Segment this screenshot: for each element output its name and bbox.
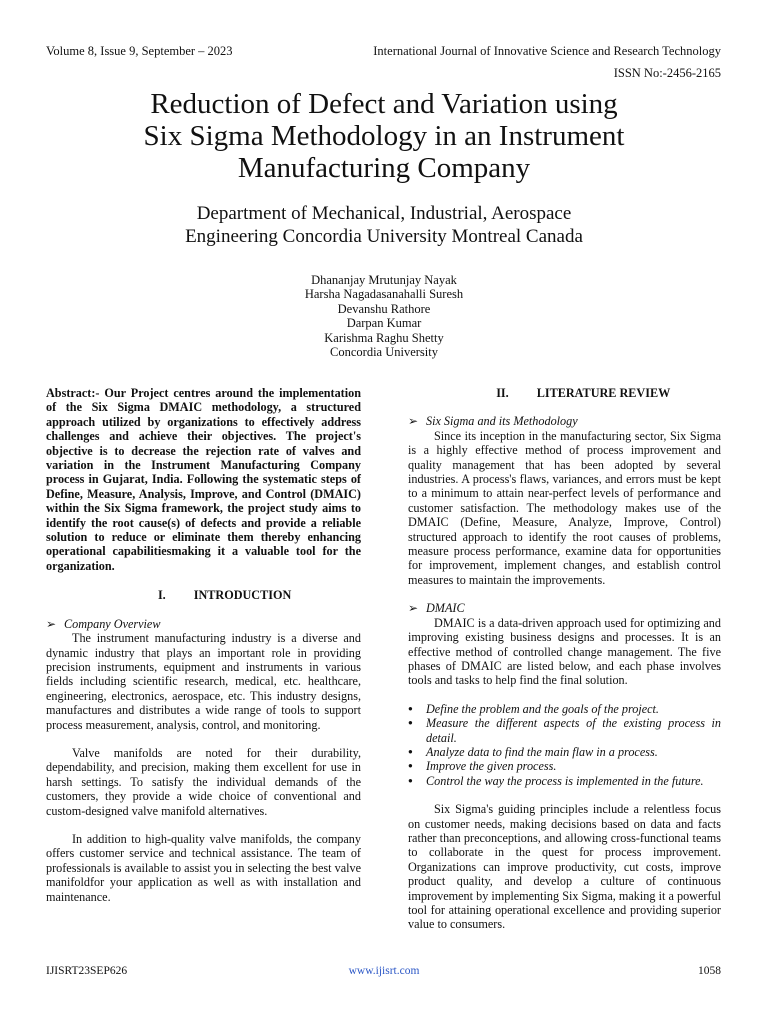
list-item: ● Analyze data to find the main flaw in a process. [408,745,721,759]
author: Karishma Raghu Shetty [324,330,444,345]
abstract: Abstract:- Our Project centres around the implementation of the Six Sigma DMAIC methodology, a structured approach utilized by organizations to effectively address challenges and achieve their objectives. The project's objective is to decrease the rejection rate of valves and variation in the Instrument Manufacturing Company process in Gujarat, India. Following the systematic steps of Define, Measure, Analysis, Improve, and Control (DMAIC) within the Six Sigma framework, the project study aims to identify the root cause(s) of defects and provide a reliable solution to reduce or eliminate them thereby enhancing operational capabilitiesmaking it a valuable tool for the organization. [46,386,361,573]
author: Harsha Nagadasanahalli Suresh [304,287,464,302]
paper-title [0,88,768,184]
section-title: INTRODUCTION [193,588,292,603]
author: Devanshu Rathore [337,301,431,316]
section-title: LITERATURE REVIEW [536,386,671,400]
affiliation: Concordia University [330,345,438,360]
department [0,202,768,248]
arrow-bullet-icon: ➢ [408,414,419,429]
paragraph: Six Sigma's guiding principles include a relentless focus on customer needs, making decisions based on data and facts rather than preconceptions, and allowing cross-functional teams to collaborate in the quest for process improvement. Organizations can improve productivity, cut costs, improve product quality, and develop a culture of continuous improvement by implementing Six Sigma, making it a powerful tool for attaining operational excellence and providing superior value to consumers. [408,802,721,932]
list-item: ● Control the way the process is implemented in the future. [408,774,721,788]
dmaic-phase-list [408,702,721,788]
author: Dhananjay Mrutunjay Nayak [311,273,457,287]
left-column [46,386,361,904]
paper-id: IJISRT23SEP626 [46,965,128,977]
arrow-bullet-icon: ➢ [408,601,419,616]
subheading-text: DMAIC [426,601,465,616]
paragraph: DMAIC is a data-driven approach used for optimizing and improving existing business designs and processes. It is an effective method of controlled change management. The five phases of DMAIC are listed below, and each phase involves tools and tasks to help find the final solution. [408,615,721,688]
subheading-text: Company Overview [64,616,161,631]
list-item: ● Improve the given process. [408,759,721,773]
title-line: Six Sigma Methodology in an Instrument [143,120,625,152]
title-line: Manufacturing Company [237,152,531,184]
list-item: ● Measure the different aspects of the existing process in detail. [408,716,721,745]
author: Darpan Kumar [346,316,422,331]
department-line: Department of Mechanical, Industrial, Aerospace [196,203,572,224]
right-column [408,386,721,932]
issn: ISSN No:-2456-2165 [613,66,721,80]
footer-center [0,965,768,977]
page-number: 1058 [698,965,721,977]
section-number: II. [496,386,509,400]
paragraph: In addition to high-quality valve manifolds, the company offers customer service and technical assistance. The team of professionals is available to assist you in selecting the best valve manifoldfor your application as well as with installation and maintenance. [46,831,361,904]
paragraph: Valve manifolds are noted for their durability, dependability, and precision, making them excellent for use in harsh settings. To satisfy the individual demands of the customers, they provide a wide choice of conventional and custom-designed valve manifold alternatives. [46,745,361,818]
subheading-company-overview [46,617,361,631]
department-line: Engineering Concordia University Montreal Canada [185,226,583,247]
journal-name: International Journal of Innovative Science and Research Technology [373,44,721,58]
author-list [0,273,768,359]
arrow-bullet-icon: ➢ [46,616,57,631]
section-number: I. [157,588,166,603]
journal-website-link[interactable]: www.ijisrt.com [348,965,420,977]
section-heading-literature-review [408,386,721,400]
section-heading-introduction [46,588,361,602]
list-item: ● Define the problem and the goals of the project. [408,702,721,716]
paragraph: The instrument manufacturing industry is a diverse and dynamic industry that plays an important role in providing precision instruments, equipment and instruments in various fields including scientific research, medical, etc. healthcare, engineering, electronics, aerospace, etc. This industry designs, manufactures and distributes a wide range of tools to support process measurement, analysis, control, and monitoring. [46,631,361,732]
journal-volume: Volume 8, Issue 9, September – 2023 [46,44,233,58]
paragraph: Since its inception in the manufacturing sector, Six Sigma is a highly effective method of process improvement and quality management that has been adopted by several industries. A process's flaws, variances, and errors must be kept to a minimum to attain near-perfect levels of performance and customer satisfaction. The methodology makes use of the DMAIC (Define, Measure, Analyze, Improve, Control) structured approach to identify the root causes of problems, measure process performance, examine data for opportunities for improvement, implement changes, and establish control measures to maintain the improvements. [408,428,721,587]
subheading-text: Six Sigma and its Methodology [426,414,578,429]
subheading-dmaic [408,601,721,615]
subheading-six-sigma [408,414,721,428]
title-line: Reduction of Defect and Variation using [150,88,618,120]
